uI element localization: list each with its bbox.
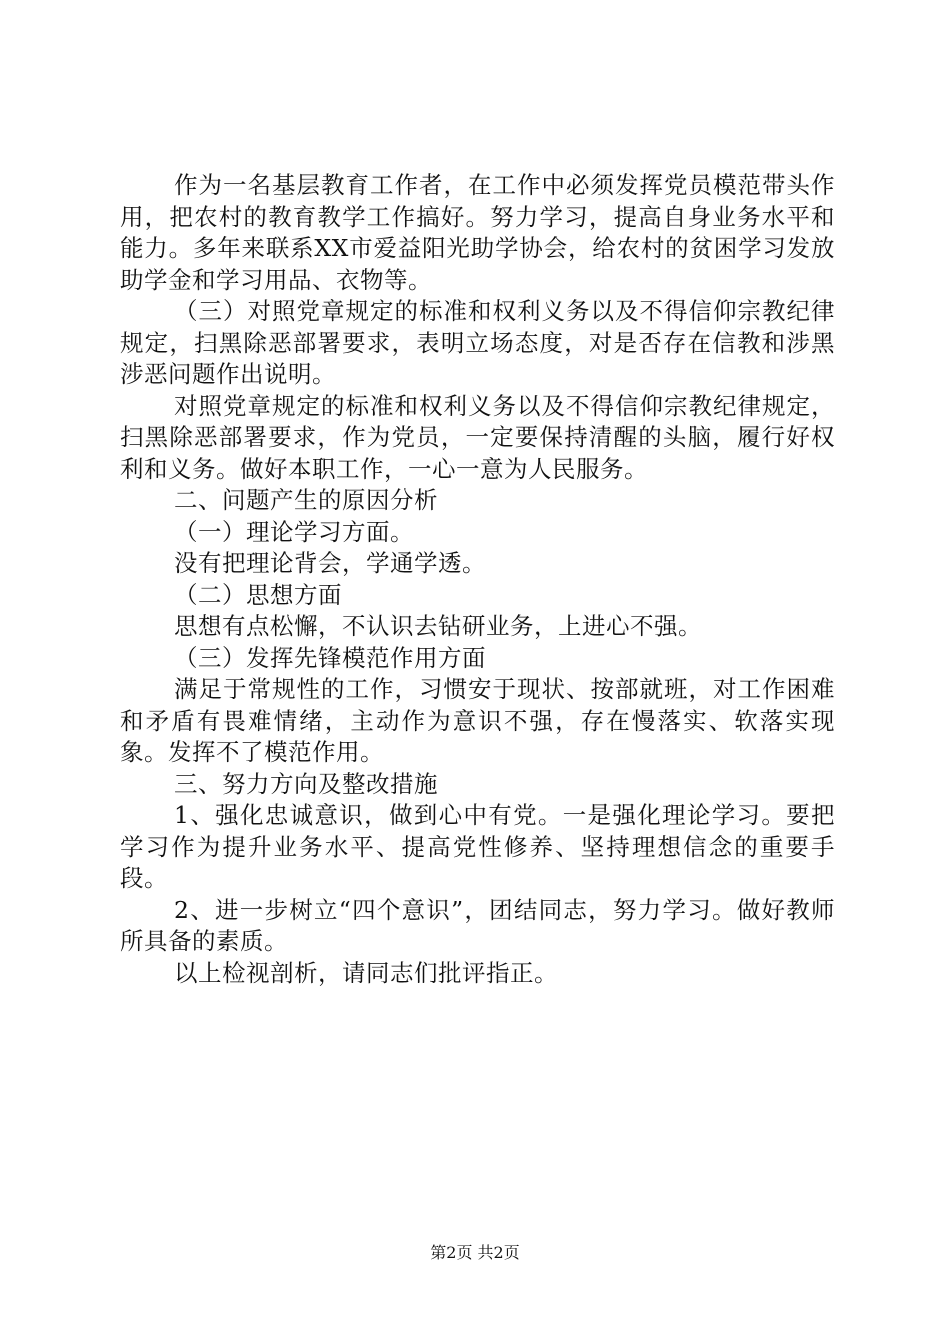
subheading-vanguard-role: （三）发挥先锋模范作用方面 (174, 643, 487, 672)
paragraph-vanguard-role: 满足于常规性的工作，习惯安于现状、按部就班，对工作困难和矛盾有畏难情绪，主动作为意识不强，存在慢落实、软落实现象。发挥不了模范作用。 (120, 675, 835, 766)
paragraph-work-role: 作为一名基层教育工作者，在工作中必须发挥党员模范带头作用，把农村的教育教学工作搞好。努力学习，提高自身业务水平和能力。多年来联系XX市爱益阳光助学协会，给农村的贫困学习发放助学金和学习用品、衣物等。 (120, 171, 835, 294)
page-number-label: 第2页 共2页 (430, 1243, 520, 1262)
paragraph-section-3-heading: （三）对照党章规定的标准和权利义务以及不得信仰宗教纪律规定，扫黑除恶部署要求，表明立场态度，对是否存在信教和涉黑涉恶问题作出说明。 (120, 297, 835, 388)
paragraph-party-duties: 对照党章规定的标准和权利义务以及不得信仰宗教纪律规定，扫黑除恶部署要求，作为党员，一定要保持清醒的头脑，履行好权利和义务。做好本职工作，一心一意为人民服务。 (120, 391, 835, 483)
heading-improvement-measures: 三、努力方向及整改措施 (174, 769, 439, 798)
page-footer (0, 1243, 950, 1263)
paragraph-measure-1: 1、强化忠诚意识，做到心中有党。一是强化理论学习。要把学习作为提升业务水平、提高党性修养、坚持理想信念的重要手段。 (120, 801, 835, 892)
subheading-theory-study: （一）理论学习方面。 (174, 517, 415, 546)
paragraph-measure-2: 2、进一步树立“四个意识”，团结同志，努力学习。做好教师所具备的素质。 (120, 895, 835, 955)
subheading-thinking: （二）思想方面 (174, 580, 343, 609)
paragraph-closing: 以上检视剖析，请同志们批评指正。 (174, 958, 559, 987)
heading-cause-analysis: 二、问题产生的原因分析 (174, 486, 439, 514)
document-body (120, 170, 835, 989)
paragraph-theory-study: 没有把理论背会，学通学透。 (174, 549, 487, 577)
paragraph-thinking: 思想有点松懈，不认识去钻研业务，上进心不强。 (174, 612, 703, 640)
